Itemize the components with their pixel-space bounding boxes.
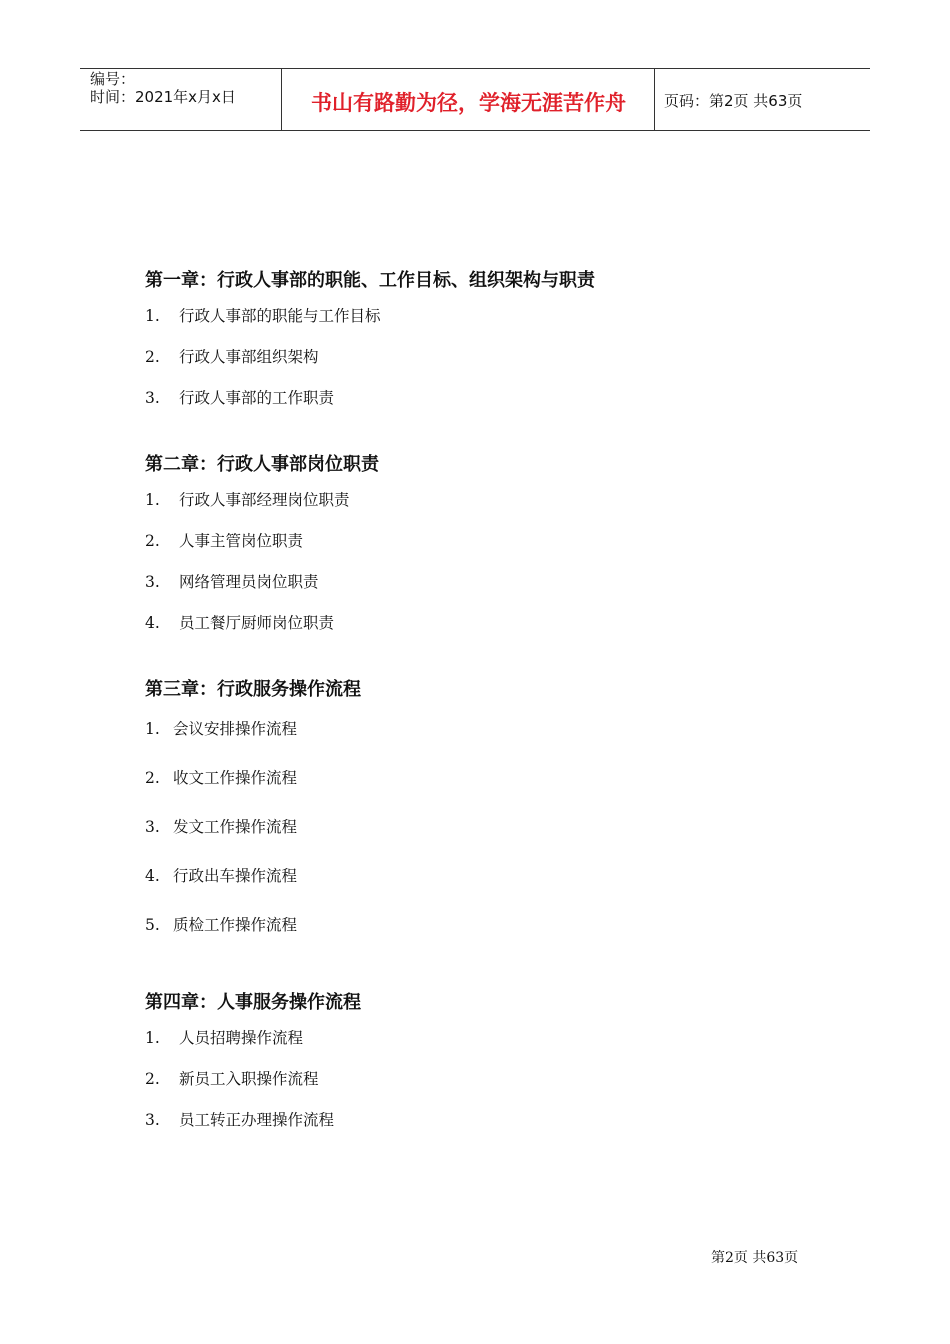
item-text: 行政出车操作流程 xyxy=(173,867,298,885)
item-text: 人员招聘操作流程 xyxy=(179,1029,304,1047)
header-page-info: 页码：第2页 共63页 xyxy=(664,92,803,110)
item-text: 会议安排操作流程 xyxy=(173,720,298,738)
page-footer: 第2页 共63页 xyxy=(711,1250,799,1266)
chapter-title: 第四章：人事服务操作流程 xyxy=(145,992,361,1013)
chapter-title: 第二章：行政人事部岗位职责 xyxy=(145,454,379,475)
item-number: 1. xyxy=(145,307,160,325)
toc-item xyxy=(145,337,845,378)
item-text: 发文工作操作流程 xyxy=(173,818,298,836)
item-text: 员工餐厅厨师岗位职责 xyxy=(179,614,335,632)
item-text: 新员工入职操作流程 xyxy=(179,1070,319,1088)
page-header xyxy=(80,68,870,131)
item-number: 3. xyxy=(145,818,160,836)
item-number: 5. xyxy=(145,916,160,934)
toc-item xyxy=(145,296,845,337)
item-text: 员工转正办理操作流程 xyxy=(179,1111,335,1129)
item-number: 2. xyxy=(145,769,160,787)
toc-item xyxy=(145,705,845,754)
toc-item xyxy=(145,562,845,603)
item-number: 3. xyxy=(145,389,160,407)
document-number-label: 编号： xyxy=(90,70,136,88)
item-number: 1. xyxy=(145,1029,160,1047)
chapter-title: 第三章：行政服务操作流程 xyxy=(145,679,361,700)
header-motto-cell xyxy=(281,69,655,130)
chapter-3 xyxy=(145,675,845,950)
item-number: 4. xyxy=(145,867,160,885)
item-text: 收文工作操作流程 xyxy=(173,769,298,787)
toc-item xyxy=(145,852,845,901)
item-number: 1. xyxy=(145,720,160,738)
table-of-contents xyxy=(145,266,845,1141)
item-text: 网络管理员岗位职责 xyxy=(179,573,319,591)
toc-item xyxy=(145,378,845,419)
header-meta-cell xyxy=(80,69,281,130)
toc-item xyxy=(145,1018,845,1059)
item-text: 行政人事部组织架构 xyxy=(179,348,319,366)
toc-item xyxy=(145,754,845,803)
item-number: 2. xyxy=(145,348,160,366)
item-number: 3. xyxy=(145,573,160,591)
chapter-1 xyxy=(145,266,845,419)
toc-item xyxy=(145,803,845,852)
toc-item xyxy=(145,603,845,644)
toc-item xyxy=(145,1059,845,1100)
item-number: 4. xyxy=(145,614,160,632)
chapter-4 xyxy=(145,988,845,1141)
item-text: 行政人事部的职能与工作目标 xyxy=(179,307,381,325)
item-number: 2. xyxy=(145,532,160,550)
item-text: 人事主管岗位职责 xyxy=(179,532,304,550)
motto-text: 书山有路勤为径，学海无涯苦作舟 xyxy=(311,91,626,115)
item-number: 2. xyxy=(145,1070,160,1088)
item-number: 1. xyxy=(145,491,160,509)
toc-item xyxy=(145,901,845,950)
toc-item xyxy=(145,521,845,562)
item-text: 行政人事部的工作职责 xyxy=(179,389,335,407)
toc-item xyxy=(145,1100,845,1141)
chapter-title: 第一章：行政人事部的职能、工作目标、组织架构与职责 xyxy=(145,270,595,291)
item-text: 质检工作操作流程 xyxy=(173,916,298,934)
chapter-2 xyxy=(145,450,845,644)
item-number: 3. xyxy=(145,1111,160,1129)
document-time-label: 时间：2021年x月x日 xyxy=(90,88,236,106)
header-page-cell xyxy=(654,69,871,130)
item-text: 行政人事部经理岗位职责 xyxy=(179,491,350,509)
toc-item xyxy=(145,480,845,521)
